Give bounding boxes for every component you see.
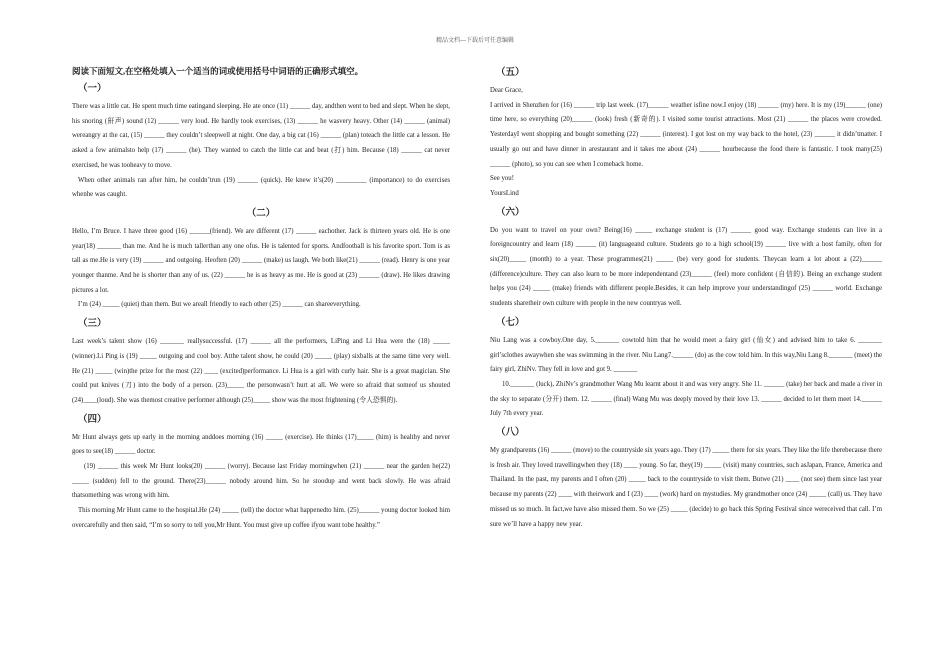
- passage-3-paragraph-1: Last week’s talent show (16) _______ reallysuccessful. (17) ______ all the performers, LiPing and Li Hua were the (18) _____ (winner).Li Ping is (19) _____ outgoing and cool boy. Atthe talent show, he could (20) _____ (play) sixballs at the same time very well. He (21) _____ (win)the prize for the most (22) ____ (excited)performance. Li Hua is a girl with curly hair. She is a great magician. She could put knives (刀) into the body of a person. (23)_____ the personwasn’t hurt at all. We were so afraid that someof us shouted (24)____(loud). She was themost creative performer although (25)_____ show was the most frightening (令人恐惧的).: [72, 338, 450, 404]
- letter-signature: YoursLind: [490, 189, 519, 197]
- passage-1-paragraph-1: There was a little cat. He spent much time eatingand sleeping. He ate once (11) ______ day, andthen went to bed and slept. When he slept, his snoring (鼾声) sound (12) ______ very loud. He hardly took exercises, (13) ______ he wasvery heavy. Other (14) ______ (animal) wereangry at the cat, (15) ______ they couldn’t sleepwell at night. One day, a big cat (16) ______ (plan) toteach the little cat a lesson. He asked a few animalsto help (17) ______ (he). They wanted to catch the little cat and beat (打) him. Because (18) ______ cat never exercised, he was tooheavy to move.: [72, 103, 450, 169]
- section-heading-8: （八）: [496, 428, 525, 439]
- passage-2-paragraph-2: I’m (24) _____ (quiet) than them. But we areall friendly to each other (25) ______ can shareeverything.: [78, 301, 361, 309]
- passage-4-paragraph-1: Mr Hunt always gets up early in the morning anddoes morning (16) _____ (exercise). He thinks (17)_____ (him) is healthy and never goes to see(18) ______ doctor.: [72, 433, 450, 456]
- section-heading-6: （六）: [496, 207, 525, 218]
- passage-6-paragraph-1: Do you want to travel on your own? Being(16) _____ exchange student is (17) ______ good way. Exchange students can live in a foreigncountry and learn (18) ______ (it) languageand culture. Students go to a high school(19) ______ live with a host family, often for six(20)_____ (month) to a year. These programmes(21) _____ (be) very good for students. Theycan learn a lot about a (22)______ (difference)culture. They can also learn to be more independentand (23)______ (feel) more confident (自信的). Being an exchange student helps you (24) _____ (make) friends with different people.Besides, it can help improve your understandingof (25) ______ world. Exchange students sharetheir own culture with people in the new countryas well.: [490, 226, 882, 308]
- passage-1-paragraph-2: When other animals ran after him, he couldn’trun (19) ______ (quick). He knew it’s(20) _________ (importance) to do exercises whenhe was caught.: [72, 176, 450, 199]
- right-column: [490, 62, 882, 532]
- section-heading-2: （二）: [246, 208, 276, 219]
- passage-7-paragraph-1: Niu Lang was a cowboy.One day, 5._______ cowtold him that he would meet a fairy girl (仙女) and advised him to take 6. _______ girl’sclothes awaywhen she was swimming in the river. Niu Lang7.______ (do) as the cow told him. In this way,Niu Lang 8._______ (meet) the fairy girl, ZhiNv. They fell in love and got 9. _______: [490, 336, 883, 374]
- left-column: [72, 62, 450, 534]
- passage-4-paragraph-3: This morning Mr Hunt came to the hospital.He (24) _____ (tell) the doctor what happenedto him. (25)______ young doctor looked him overcarefully and then said, “I’m so sorry to tell you,Mr Hunt. You must give up coffee ifyou want tobe healthy.”: [72, 507, 450, 529]
- letter-greeting: Dear Grace,: [490, 87, 523, 94]
- passage-5-paragraph-1: I arrived in Shenzhen for (16) ______ trip last week. (17)______ weather isfine now.I enjoy (18) ______ (my) here. It is my (19)______ (one) time here, so everything (20)______ (look) fresh (新奇的). I visited some tourist attractions. Most (21) ______ the places were crowded. YesterdayI went shopping and bought something (22) ______ (interest). I got lost on my way back to the hotel, (23) ______ it didn’tmatter. I usually go out and have dinner in arestaurant and it takes me about (24) ______ hourbecause the food there is fantastic. I took many(25) ______ (photo), so you can see when I comeback home.: [490, 101, 882, 168]
- instruction-title: 阅读下面短文,在空格处填入一个适当的词或使用括号中词语的正确形式填空。: [72, 66, 364, 76]
- passage-4-paragraph-2: (19) ______ this week Mr Hunt looks(20) ______ (worry). Because last Friday morningwhen (21) ______ near the garden he(22) _____ (sudden) fell to the ground. There(23)______ nobody around him. So he stoodup and went back slowly. He was afraid thatsomething was wrong with him.: [72, 463, 450, 500]
- section-heading-3: （三）: [78, 319, 107, 330]
- section-heading-5: （五）: [496, 68, 525, 78]
- passage-2-paragraph-1: Hello, I’m Bruce. I have three good (16) ______(friend). We are different (17) ______ eachother. Jack is thirteen years old. He is one year(18) _______ than me. And he is much tallerthan any one ofus. He is talented for sports. Andfootball is his favorite sport. Tom is as tall as me.He is very (19) ______ and outgoing. Heoften (20) ______ (make) us laugh. We both like(21) ______ (read). Henry is one year younger thanme. And he is shorter than any of us. (22) ______ he is as heavy as me. He is good at (23) ______ (draw). He likes drawing pictures a lot.: [72, 227, 450, 294]
- page-header: 精品文档---下载后可任意编辑: [436, 38, 514, 44]
- passage-8-paragraph-1: My grandparents (16) ______ (move) to the countryside six years ago. They (17) _____ there for six years. They like the life therebecause there is fresh air. They loved travellingwhen they (18) ____ young. So far, they(19) _____ (visit) many countries, such asJapan, France, America and Thailand. In the past, my parents and I often (20) _____ back to the countryside to visit them. Butwe (21) ____ (not see) them since last year because my parents (22) ____ with theirwork and I (23) ____ (work) hard on mystudies. My grandmother once (24) _____ (call) us. They have missed us so much. In fact,we have also missed them. So we (25) _____ (decide) to go back this Spring Festival since wereceived that call. I’m sure we’ll have a happy new year.: [490, 447, 882, 528]
- passage-7-paragraph-2: 10._______ (luck), ZhiNv’s grandmother Wang Mu learnt about it and was very angry. She 11. ______ (take) her back and made a river in the sky to separate (分开) them. 12. ______ (final) Wang Mu was deeply moved by their love 13. ______ decided to let them meet 14.______ July 7th every year.: [490, 380, 882, 418]
- letter-closing: See you!: [490, 175, 514, 183]
- section-heading-1: （一）: [78, 84, 107, 94]
- section-heading-4: （四）: [78, 414, 107, 425]
- section-heading-7: （七）: [496, 317, 525, 328]
